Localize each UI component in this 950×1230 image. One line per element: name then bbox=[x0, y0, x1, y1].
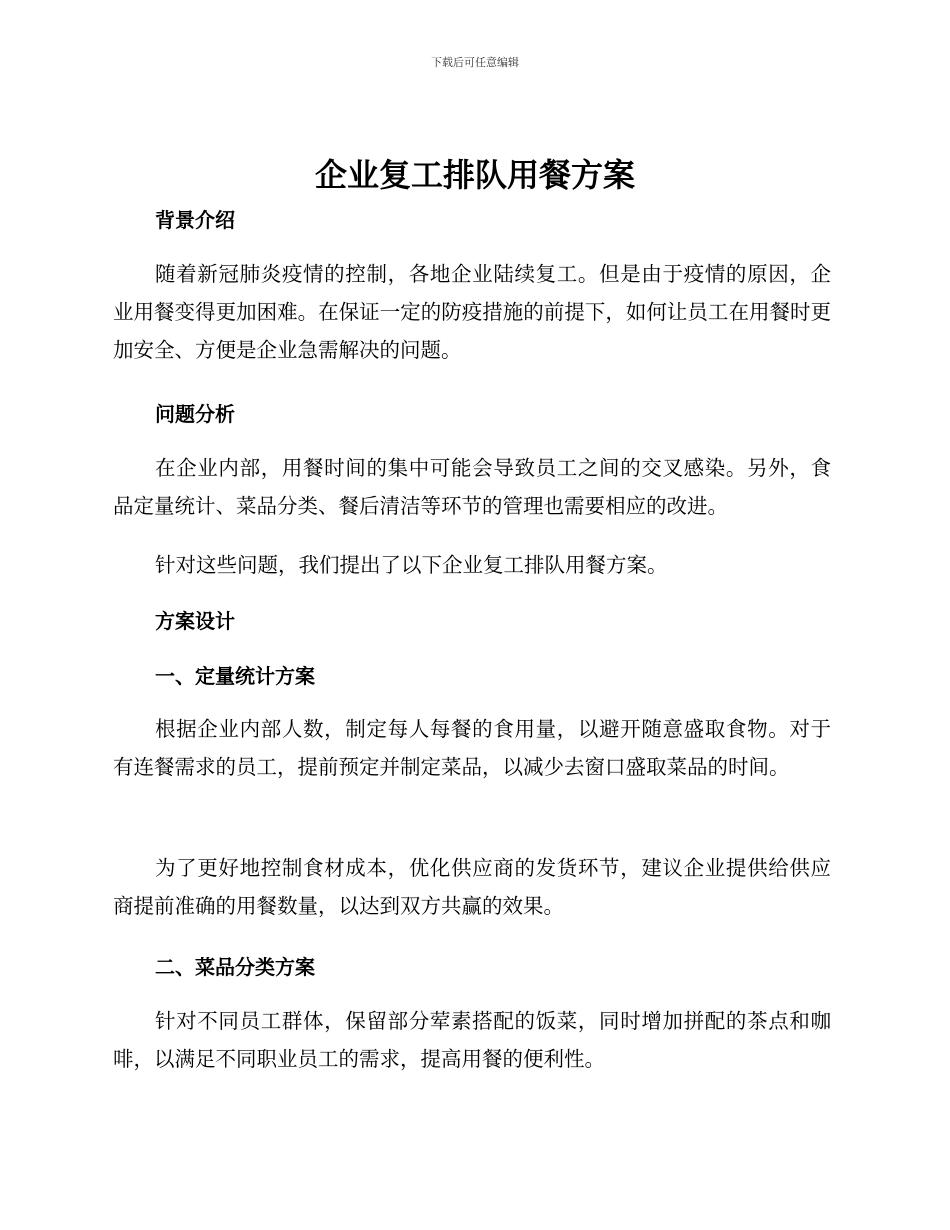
paragraph-proposal-intro: 针对这些问题，我们提出了以下企业复工排队用餐方案。 bbox=[155, 553, 668, 577]
section-heading-plan-design: 方案设计 bbox=[155, 609, 235, 633]
section-heading-dish-category-plan: 二、菜品分类方案 bbox=[155, 955, 315, 979]
section-heading-problem-analysis: 问题分析 bbox=[155, 402, 235, 426]
page-header-note: 下载后可任意编辑 bbox=[431, 56, 519, 69]
document-title: 企业复工排队用餐方案 bbox=[314, 156, 635, 194]
paragraph-quantity-plan-1: 根据企业内部人数，制定每人每餐的食用量，以避开随意盛取食物。对于有连餐需求的员工，提前预定并制定菜品，以减少去窗口盛取菜品的时间。 bbox=[113, 717, 831, 779]
section-heading-quantity-plan: 一、定量统计方案 bbox=[155, 664, 315, 688]
paragraph-background: 随着新冠肺炎疫情的控制，各地企业陆续复工。但是由于疫情的原因，企业用餐变得更加困难。在保证一定的防疫措施的前提下，如何让员工在用餐时更加安全、方便是企业急需解决的问题。 bbox=[113, 262, 831, 362]
paragraph-problem-analysis: 在企业内部，用餐时间的集中可能会导致员工之间的交叉感染。另外，食品定量统计、菜品分类、餐后清洁等环节的管理也需要相应的改进。 bbox=[113, 456, 831, 518]
paragraph-dish-category-plan: 针对不同员工群体，保留部分荤素搭配的饭菜，同时增加拼配的茶点和咖啡，以满足不同职业员工的需求，提高用餐的便利性。 bbox=[113, 1009, 831, 1071]
section-heading-background: 背景介绍 bbox=[155, 208, 235, 232]
paragraph-quantity-plan-2: 为了更好地控制食材成本，优化供应商的发货环节，建议企业提供给供应商提前准确的用餐数量，以达到双方共赢的效果。 bbox=[113, 856, 831, 918]
